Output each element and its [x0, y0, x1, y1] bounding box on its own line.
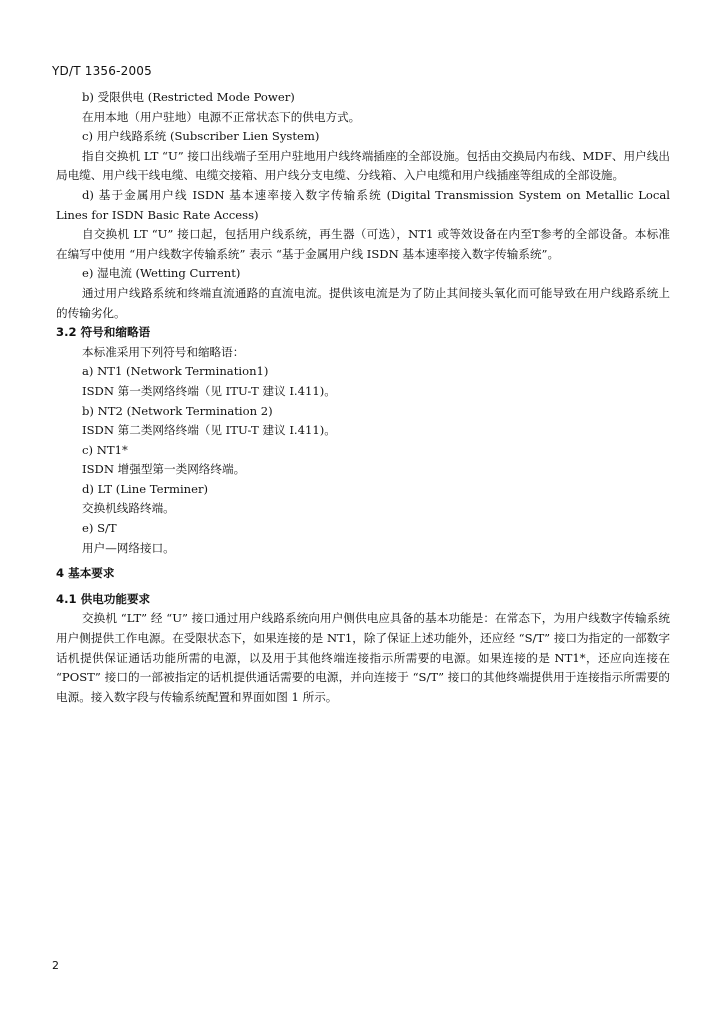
item-e-title: e) 湿电流 (Wetting Current)	[82, 266, 241, 281]
section-4-1-paragraph: 交换机 “LT” 经 “U” 接口通过用户线路系统向用户侧供电应具备的基本功能是：在常态下，为用户线数字传输系统用户侧提供工作电源。在受限状态下，如果连接的是 NT1，除了保证上述功能外，还应经 “S/T” 接口为指定的一部数字话机提供保证通话功能所需的电源，以及用于其他终端连接指示所需要的电源。如果连接的是 NT1*，还应向连接在 “POST” 接口的一部被指定的话机提供通话需要的电源，并向连接于 “S/T” 接口的其他终端提供用于连接指示所需要的电源。接入数字段与传输系统配置和界面如图 1 所示。	[56, 611, 670, 704]
document-id: YD/T 1356-2005	[52, 64, 152, 78]
item-e-description: 通过用户线路系统和终端直流通路的直流电流。提供该电流是为了防止其间接头氧化而可能导致在用户线路系统上的传输劣化。	[56, 285, 670, 320]
item-d-title: d) 基于金属用户线 ISDN 基本速率接入数字传输系统 (Digital Transmission System on Metallic Local Lines for ISDN Basic Rate Access)	[56, 187, 670, 222]
section-3-2-heading: 3.2 符号和缩略语	[56, 325, 151, 340]
abbrev-term: e) S/T	[82, 521, 117, 536]
abbrev-description: ISDN 第一类网络终端（见 ITU-T 建议 I.411)。	[82, 383, 336, 398]
document-body	[56, 88, 670, 707]
item-c-title: c) 用户线路系统 (Subscriber Lien System)	[82, 129, 320, 144]
abbrev-term: d) LT (Line Terminer)	[82, 481, 209, 496]
abbrev-description: 交换机线路终端。	[82, 501, 175, 516]
item-b-title: b) 受限供电 (Restricted Mode Power)	[82, 90, 295, 104]
item-b-description: 在用本地（用户驻地）电源不正常状态下的供电方式。	[82, 109, 361, 124]
abbrev-description: ISDN 增强型第一类网络终端。	[82, 462, 246, 477]
abbrev-description: 用户—网络接口。	[82, 540, 175, 555]
abbrev-term: c) NT1*	[82, 442, 128, 457]
abbrev-term: a) NT1 (Network Termination1)	[82, 364, 269, 379]
section-4-1-heading: 4.1 供电功能要求	[56, 591, 151, 606]
item-d-description: 自交换机 LT “U” 接口起，包括用户线系统，再生器（可选），NT1 或等效设备在内至T参考的全部设备。本标准在编写中使用 “用户线数字传输系统” 表示 “基于金属用户线 ISDN 基本速率接入数字传输系统”。	[56, 227, 670, 261]
abbrev-description: ISDN 第二类网络终端（见 ITU-T 建议 I.411)。	[82, 423, 336, 438]
item-c-description: 指自交换机 LT “U” 接口出线端子至用户驻地用户线终端插座的全部设施。包括由交换局内布线、MDF、用户线出局电缆、用户线干线电缆、电缆交接箱、用户线分支电缆、分线箱、入户电缆和用户线插座等组成的全部设施。	[56, 148, 670, 183]
section-3-2-intro: 本标准采用下列符号和缩略语：	[82, 344, 245, 359]
page-number: 2	[52, 959, 59, 972]
abbrev-term: b) NT2 (Network Termination 2)	[82, 403, 273, 418]
section-4-heading: 4 基本要求	[56, 566, 115, 581]
